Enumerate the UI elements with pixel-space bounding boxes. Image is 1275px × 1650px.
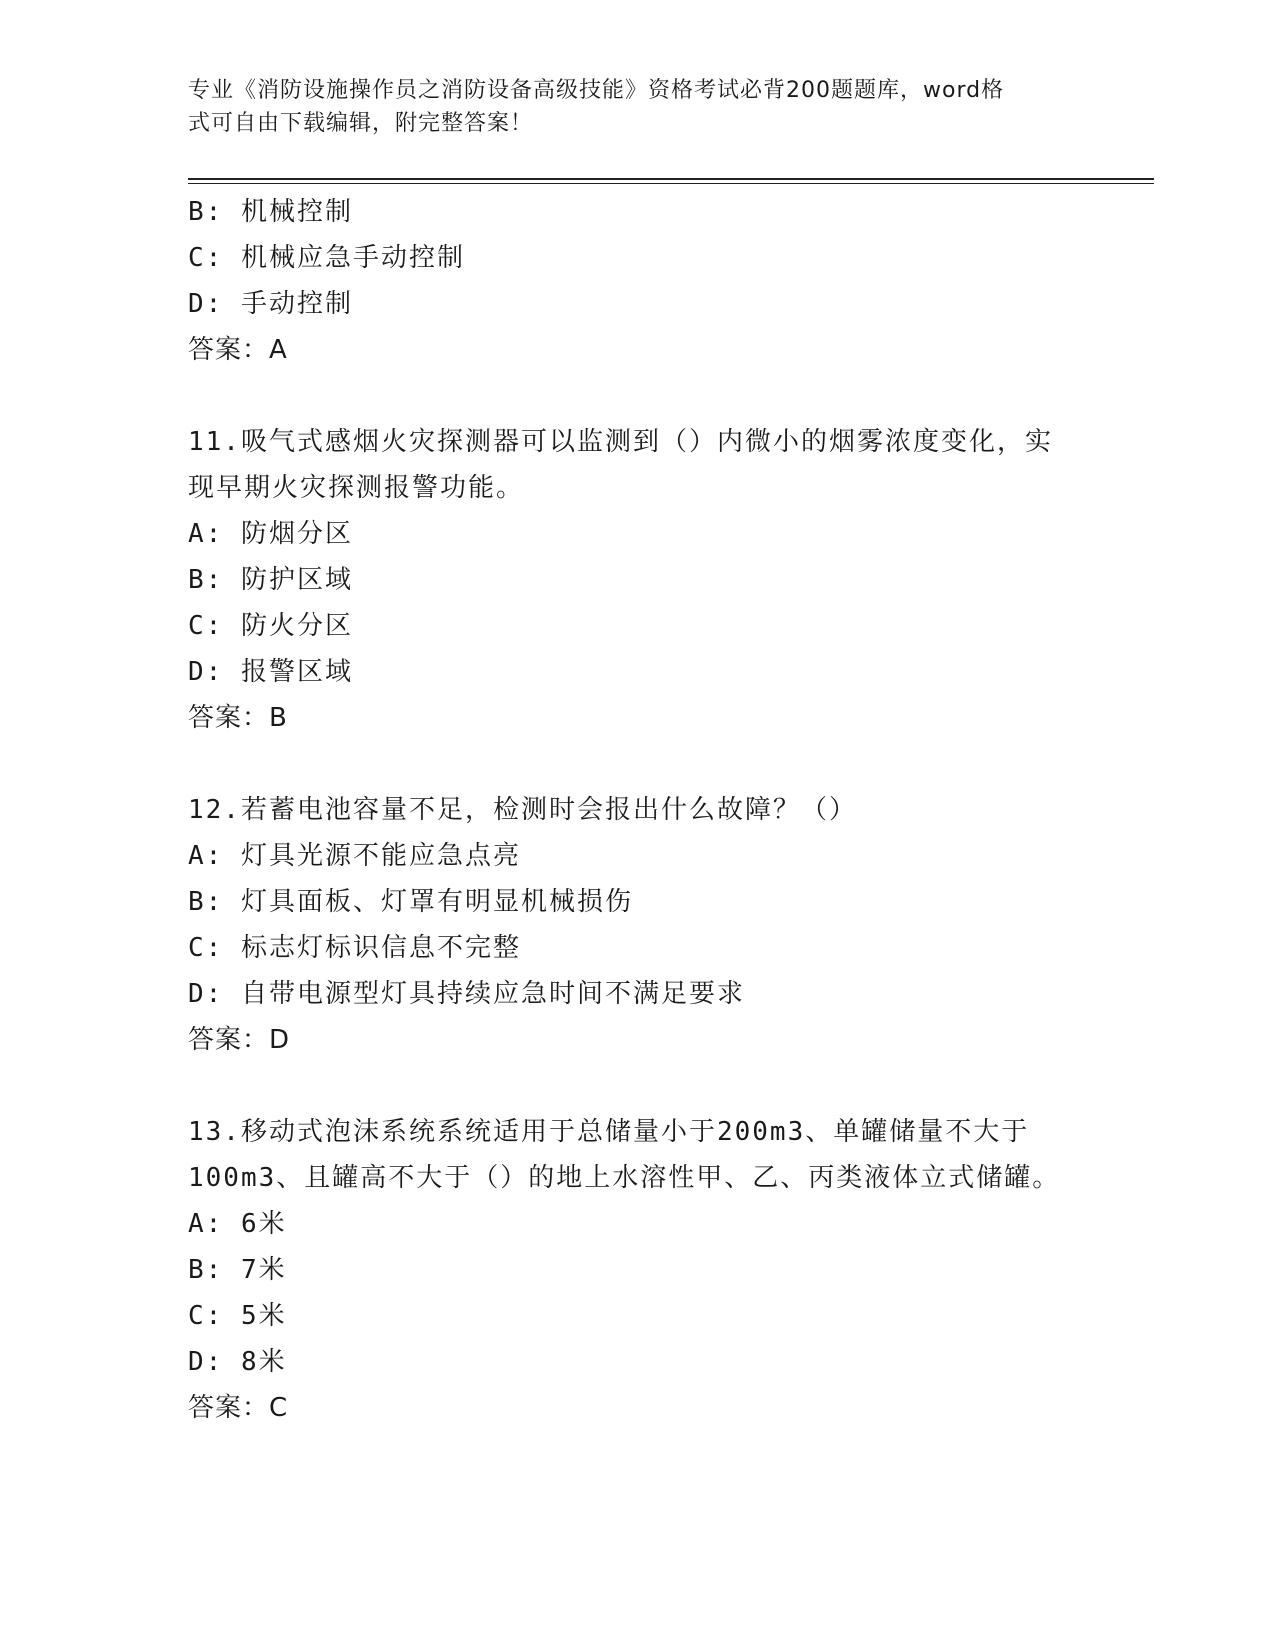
header-line-1: 专业《消防设施操作员之消防设备高级技能》资格考试必背200题题库，word格 (188, 78, 1005, 103)
header-line-2: 式可自由下载编辑，附完整答案！ (188, 111, 534, 136)
option-d: D: 手动控制 (188, 289, 353, 319)
question-title: 11.吸气式感烟火灾探测器可以监测到（）内微小的烟雾浓度变化，实现早期火灾探测报警功能。 (188, 427, 1053, 503)
header-divider-thin (188, 183, 1154, 184)
header-divider (188, 178, 1154, 180)
answer: 答案：C (188, 1393, 289, 1423)
answer: 答案：B (188, 703, 288, 733)
option-d: D: 报警区域 (188, 657, 353, 687)
answer: 答案：A (188, 335, 288, 365)
option-b: B: 7米 (188, 1255, 287, 1285)
answer: 答案：D (188, 1025, 291, 1055)
question-list (188, 189, 1088, 1431)
option-a: A: 灯具光源不能应急点亮 (188, 841, 521, 871)
option-b: B: 机械控制 (188, 197, 353, 227)
option-d: D: 8米 (188, 1347, 287, 1377)
option-d: D: 自带电源型灯具持续应急时间不满足要求 (188, 979, 745, 1009)
option-a: A: 防烟分区 (188, 519, 353, 549)
option-b: B: 防护区域 (188, 565, 353, 595)
document-header (188, 74, 1068, 140)
option-c: C: 防火分区 (188, 611, 353, 641)
question-title: 13.移动式泡沫系统系统适用于总储量小于200m3、单罐储量不大于100m3、且罐高不大于（）的地上水溶性甲、乙、丙类液体立式储罐。 (188, 1117, 1061, 1193)
option-c: C: 标志灯标识信息不完整 (188, 933, 521, 963)
option-c: C: 机械应急手动控制 (188, 243, 465, 273)
question-11 (188, 419, 1088, 741)
option-b: B: 灯具面板、灯罩有明显机械损伤 (188, 887, 633, 917)
prev-question-block (188, 189, 1088, 373)
question-title: 12.若蓄电池容量不足，检测时会报出什么故障？（） (188, 795, 857, 825)
question-13 (188, 1109, 1088, 1431)
option-a: A: 6米 (188, 1209, 287, 1239)
option-c: C: 5米 (188, 1301, 287, 1331)
question-12 (188, 787, 1088, 1063)
